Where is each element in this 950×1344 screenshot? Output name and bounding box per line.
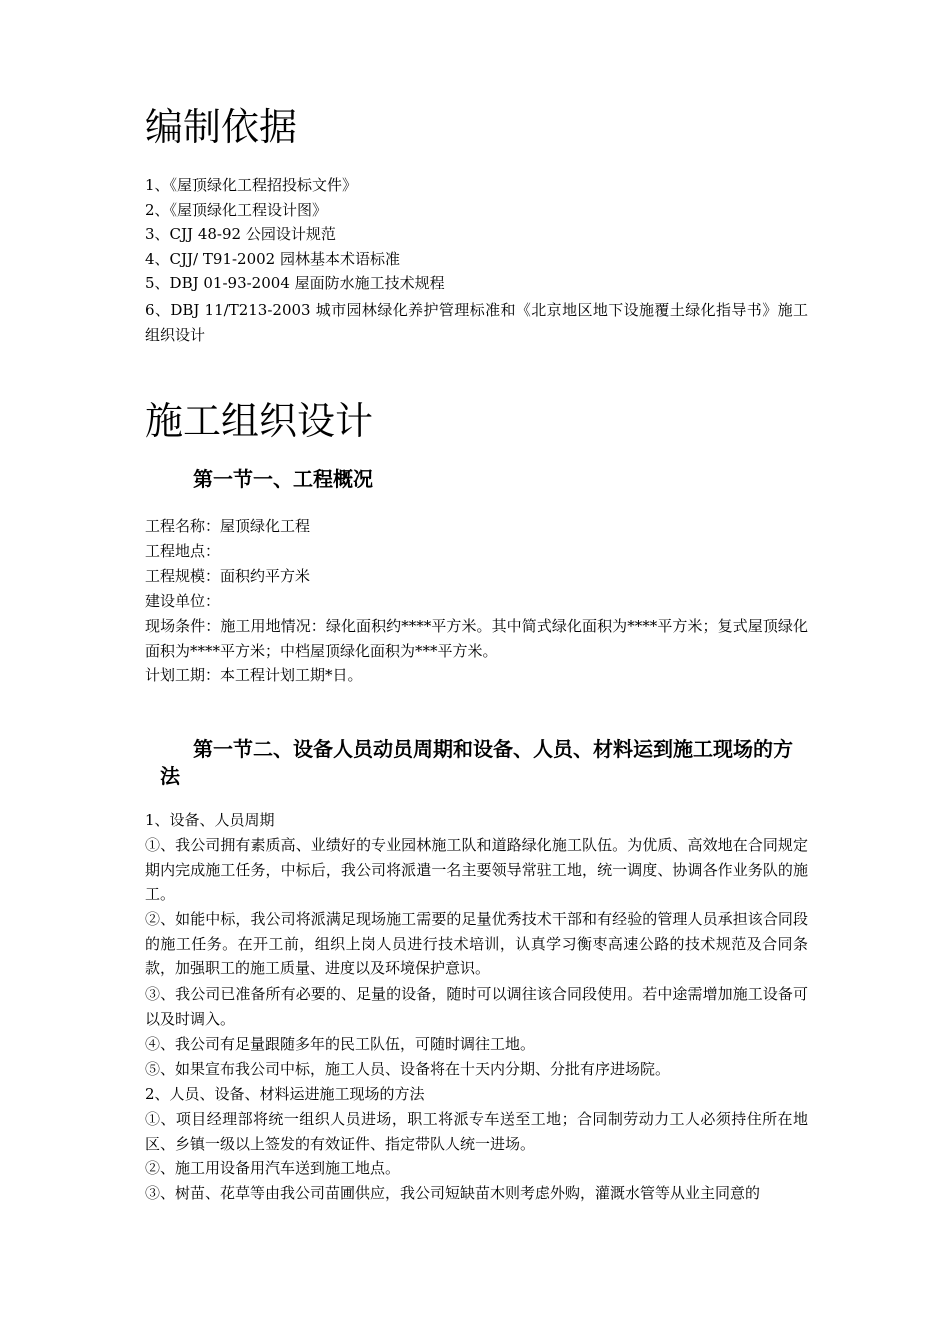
- heading-construction-design: 施工组织设计: [145, 399, 374, 443]
- basis-item-3: 3、CJJ 48-92 公园设计规范: [145, 225, 336, 243]
- heading-mobilization: 第一节二、设备人员动员周期和设备、人员、材料运到施工现场的方法: [160, 737, 793, 788]
- basis-item-6: 6、DBJ 11/T213-2003 城市园林绿化养护管理标准和《北京地区地下设施覆土绿化指导书》施工组织设计: [145, 301, 808, 344]
- mobilization-subheading-1: 1、设备、人员周期: [145, 811, 275, 829]
- transport-point-2: ②、施工用设备用汽车送到施工地点。: [145, 1159, 401, 1177]
- project-owner: 建设单位：: [145, 592, 221, 610]
- project-location: 工程地点：: [145, 542, 221, 560]
- transport-point-3: ③、树苗、花草等由我公司苗圃供应，我公司短缺苗木则考虑外购，灌溉水管等从业主同意的: [145, 1184, 761, 1202]
- heading-basis: 编制依据: [145, 105, 298, 149]
- project-scale: 工程规模：面积约平方米: [145, 567, 311, 585]
- planned-duration: 计划工期：本工程计划工期*日。: [145, 666, 363, 684]
- basis-item-5: 5、DBJ 01-93-2004 屋面防水施工技术规程: [145, 274, 445, 292]
- mobilization-point-4: ④、我公司有足量跟随多年的民工队伍，可随时调往工地。: [145, 1035, 536, 1053]
- project-name: 工程名称：屋顶绿化工程: [145, 517, 311, 535]
- basis-item-2: 2、《屋顶绿化工程设计图》: [145, 200, 328, 219]
- basis-item-4: 4、CJJ/ T91-2002 园林基本术语标准: [145, 249, 400, 268]
- mobilization-subheading-2: 2、人员、设备、材料运进施工现场的方法: [145, 1085, 425, 1103]
- mobilization-point-2: ②、如能中标，我公司将派满足现场施工需要的足量优秀技术干部和有经验的管理人员承担该合同段的施工任务。在开工前，组织上岗人员进行技术培训，认真学习衡枣高速公路的技术规范及合同条款，加强职工的施工质量、进度以及环境保护意识。: [145, 910, 808, 977]
- site-conditions: 现场条件：施工用地情况：绿化面积约****平方米。其中简式绿化面积为****平方米；复式屋顶绿化面积为****平方米；中档屋顶绿化面积为***平方米。: [145, 617, 808, 660]
- mobilization-point-1: ①、我公司拥有素质高、业绩好的专业园林施工队和道路绿化施工队伍。为优质、高效地在合同规定期内完成施工任务，中标后，我公司将派遣一名主要领导常驻工地，统一调度、协调各作业务队的施工。: [145, 836, 808, 903]
- transport-point-1: ①、项目经理部将统一组织人员进场，职工将派专车送至工地；合同制劳动力工人必须持住所在地区、乡镇一级以上签发的有效证件、指定带队人统一进场。: [145, 1110, 808, 1153]
- mobilization-point-3: ③、我公司已准备所有必要的、足量的设备，随时可以调往该合同段使用。若中途需增加施工设备可以及时调入。: [145, 985, 808, 1028]
- mobilization-point-5: ⑤、如果宣布我公司中标，施工人员、设备将在十天内分期、分批有序进场院。: [145, 1060, 671, 1078]
- heading-project-overview: 第一节一、工程概况: [193, 467, 373, 491]
- basis-item-1: 1、《屋顶绿化工程招投标文件》: [145, 176, 358, 194]
